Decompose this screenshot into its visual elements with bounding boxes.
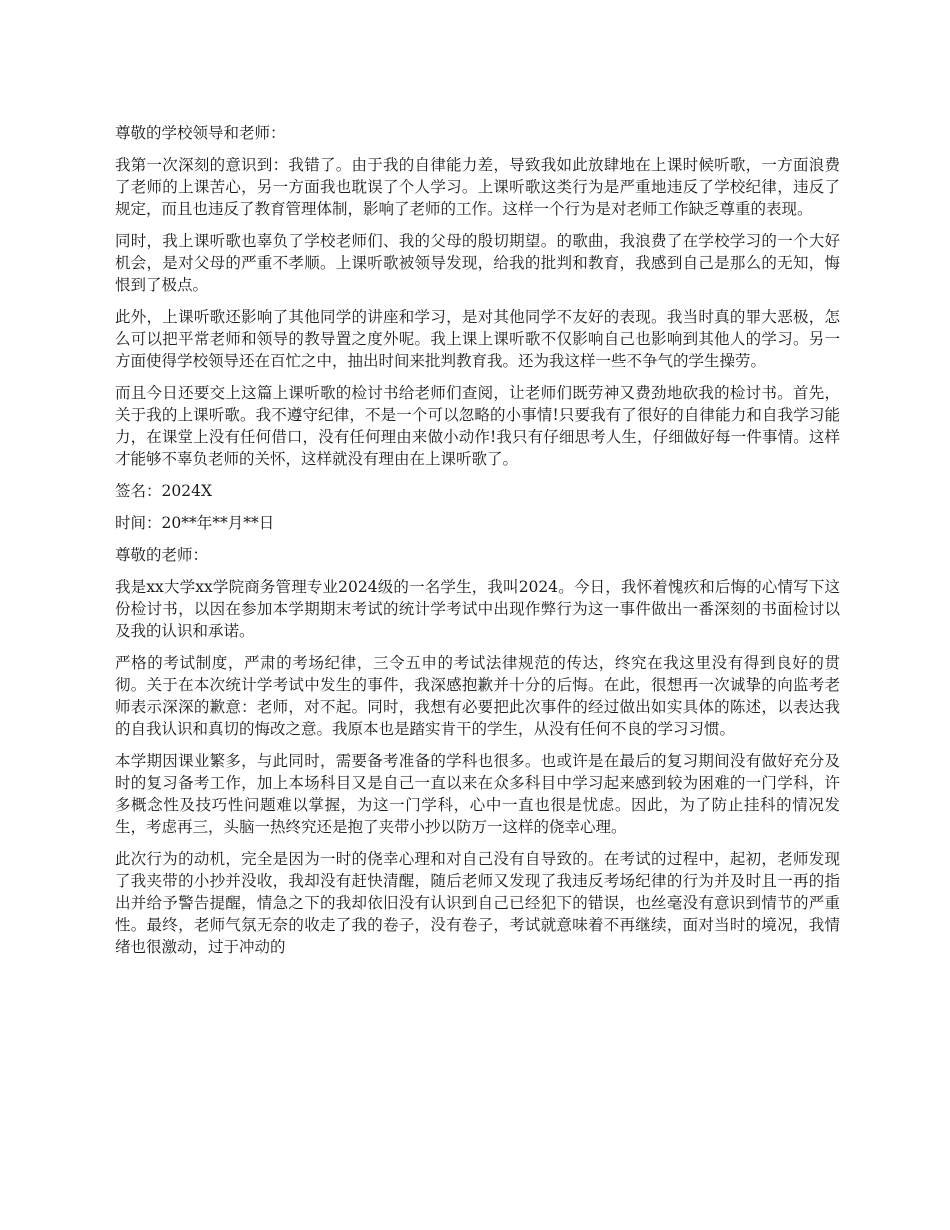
paragraph: 我第一次深刻的意识到：我错了。由于我的自律能力差，导致我如此放肆地在上课时候听歌，一方面浪费了老师的上课苦心，另一方面我也耽误了个人学习。上课听歌这类行为是严重地违反了学校纪律，违反了规定，而且也违反了教育管理体制，影响了老师的工作。这样一个行为是对老师工作缺乏尊重的表现。 [115, 156, 840, 218]
paragraph: 严格的考试制度，严肃的考场纪律，三令五申的考试法律规范的传达，终究在我这里没有得到良好的贯彻。关于在本次统计学考试中发生的事件，我深感抱歉并十分的后悔。在此，很想再一次诚挚的向监考老师表示深深的歉意：老师，对不起。同时，我想有必要把此次事件的经过做出如实具体的陈述，以表达我的自我认识和真切的悔改之意。我原本也是踏实肯干的学生，从没有任何不良的学习习惯。 [115, 654, 840, 738]
paragraph: 此次行为的动机，完全是因为一时的侥幸心理和对自己没有自导致的。在考试的过程中，起初，老师发现了我夹带的小抄并没收，我却没有赶快清醒，随后老师又发现了我违反考场纪律的行为并及时且一再的指出并给予警告提醒，情急之下的我却依旧没有认识到自己已经犯下的错误，也丝毫没有意识到情节的严重性。最终，老师气氛无奈的收走了我的卷子，没有卷子，考试就意味着不再继续，面对当时的境况，我情绪也很激动，过于冲动的 [115, 850, 840, 956]
paragraph: 同时，我上课听歌也辜负了学校老师们、我的父母的殷切期望。的歌曲，我浪费了在学校学习的一个大好机会，是对父母的严重不孝顺。上课听歌被领导发现，给我的批判和教育，我感到自己是那么的无知，悔恨到了极点。 [115, 232, 840, 294]
date-line: 时间：20**年**月**日 [115, 514, 275, 532]
signature-line: 签名：2024X [115, 482, 212, 500]
document-body [115, 122, 840, 1222]
paragraph: 我是xx大学xx学院商务管理专业2024级的一名学生，我叫2024。今日，我怀着愧疚和后悔的心情写下这份检讨书，以因在参加本学期期末考试的统计学考试中出现作弊行为这一事件做出一番深刻的书面检讨以及我的认识和承诺。 [115, 578, 840, 640]
salutation-school: 尊敬的学校领导和老师： [115, 124, 286, 142]
salutation-teacher: 尊敬的老师： [115, 546, 209, 564]
paragraph: 此外，上课听歌还影响了其他同学的讲座和学习，是对其他同学不友好的表现。我当时真的罪大恶极，怎么可以把平常老师和领导的教导置之度外呢。我上课上课听歌不仅影响自己也影响到其他人的学习。另一方面使得学校领导还在百忙之中，抽出时间来批判教育我。还为我这样一些不争气的学生操劳。 [115, 308, 840, 370]
paragraph: 本学期因课业繁多，与此同时，需要备考准备的学科也很多。也或许是在最后的复习期间没有做好充分及时的复习备考工作，加上本场科目又是自己一直以来在众多科目中学习起来感到较为困难的一门学科，许多概念性及技巧性问题难以掌握，为这一门学科，心中一直也很是忧虑。因此，为了防止挂科的情况发生，考虑再三，头脑一热终究还是抱了夹带小抄以防万一这样的侥幸心理。 [115, 752, 840, 836]
paragraph: 而且今日还要交上这篇上课听歌的检讨书给老师们查阅，让老师们既劳神又费劲地砍我的检讨书。首先，关于我的上课听歌。我不遵守纪律，不是一个可以忽略的小事情!只要我有了很好的自律能力和自我学习能力，在课堂上没有任何借口，没有任何理由来做小动作!我只有仔细思考人生，仔细做好每一件事情。这样才能够不辜负老师的关怀，这样就没有理由在上课听歌了。 [115, 384, 840, 468]
